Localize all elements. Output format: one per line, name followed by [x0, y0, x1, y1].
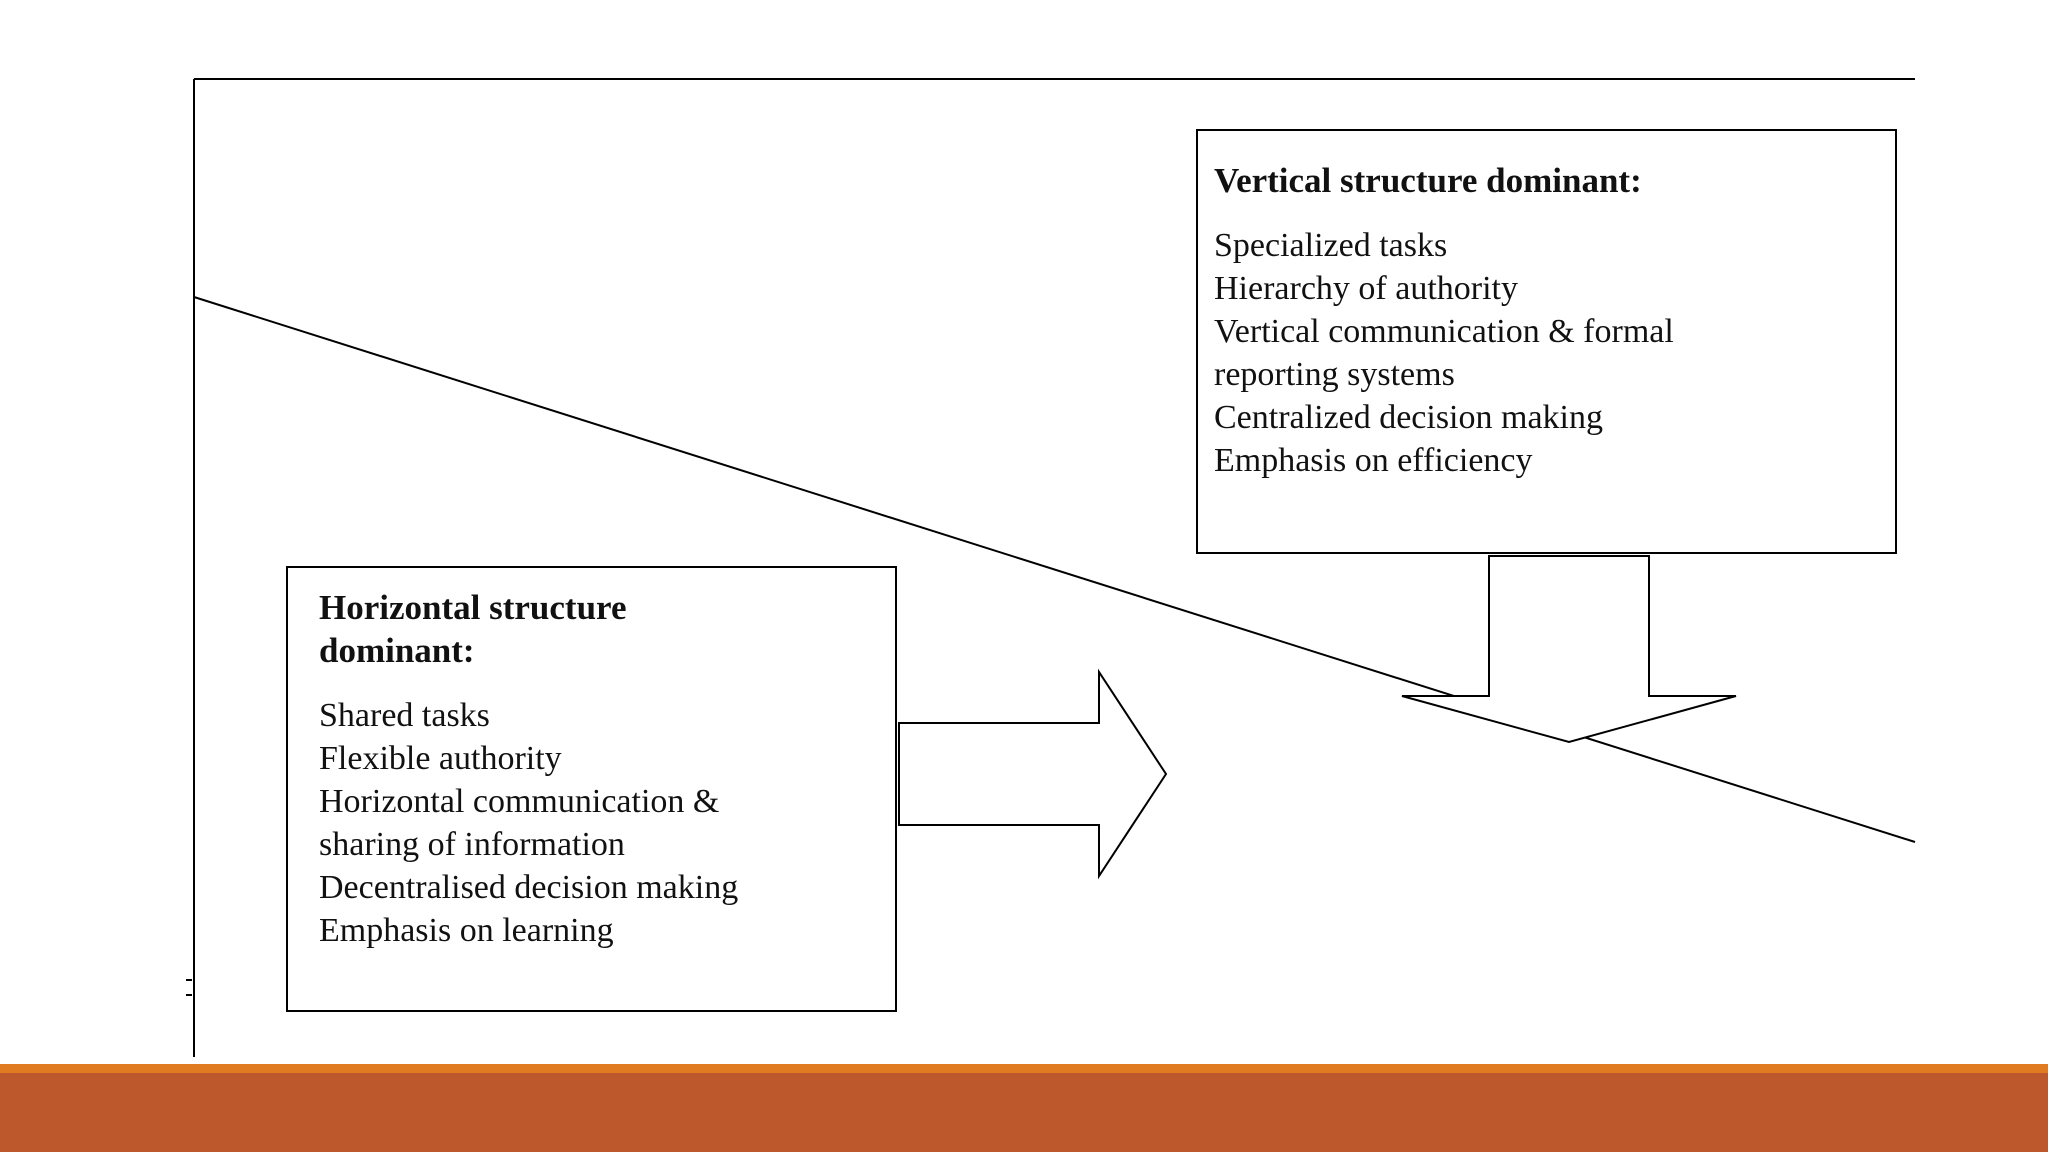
list-item: Horizontal communication & [319, 783, 720, 820]
vertical-structure-title: Vertical structure dominant: [1214, 161, 1642, 200]
list-item: Flexible authority [319, 740, 562, 777]
list-item: Vertical communication & formal [1214, 313, 1674, 350]
list-item: sharing of information [319, 826, 625, 863]
list-item: Decentralised decision making [319, 869, 739, 906]
list-item: Specialized tasks [1214, 227, 1448, 264]
vertical-structure-box [1196, 129, 1897, 554]
horizontal-title-line2: dominant: [319, 631, 475, 670]
right-arrow [899, 672, 1166, 876]
horizontal-structure-box [286, 566, 897, 1012]
horizontal-structure-list [319, 694, 865, 952]
list-item: Emphasis on efficiency [1214, 442, 1533, 479]
down-arrow [1402, 556, 1736, 742]
list-item: reporting systems [1214, 356, 1455, 393]
list-item: Emphasis on learning [319, 912, 614, 949]
footer-color-band [0, 1064, 2048, 1152]
horizontal-structure-title [319, 586, 865, 672]
vertical-structure-list [1214, 224, 1879, 482]
list-item: Centralized decision making [1214, 399, 1603, 436]
list-item: Hierarchy of authority [1214, 270, 1518, 307]
horizontal-title-line1: Horizontal structure [319, 588, 627, 627]
list-item: Shared tasks [319, 697, 490, 734]
